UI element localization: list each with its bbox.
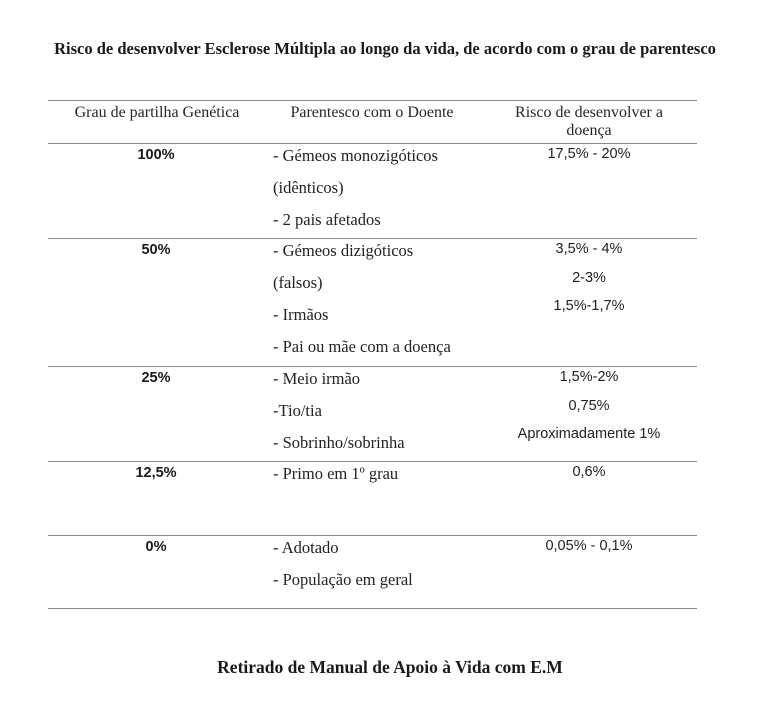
header-risco: Risco de desenvolver a doença [515,104,663,139]
risco-value: Aproximadamente 1% [517,426,661,442]
row-parentesco [273,140,493,236]
row-grau: 0% [145,539,167,555]
row-risco [496,363,682,449]
parentesco-line: - Pai ou mãe com a doença [273,337,451,356]
risco-value: 1,5%-2% [559,369,619,385]
row-risco [496,532,682,561]
parentesco-line: - Sobrinho/sobrinha [273,433,405,452]
row-grau: 100% [137,147,175,163]
row-parentesco [273,458,493,490]
risco-value: 2-3% [572,269,606,286]
risco-value: 17,5% - 20% [547,146,631,162]
row-grau: 25% [141,370,171,386]
row-parentesco [273,532,493,596]
parentesco-line: -Tio/tia [273,401,322,420]
row-risco [496,235,682,321]
parentesco-line: - Meio irmão [273,369,361,388]
table-top-rule [48,100,697,101]
risco-value: 0,05% - 0,1% [545,538,633,554]
risco-value: 0,6% [572,464,606,480]
header-parentesco: Parentesco com o Doente [290,104,454,121]
row-parentesco [273,235,493,363]
parentesco-line: - Irmãos [273,305,329,324]
parentesco-line: - Gémeos monozigóticos [273,146,438,165]
parentesco-line: - Primo em 1º grau [273,464,399,483]
row-grau: 50% [141,242,171,258]
parentesco-line: - Adotado [273,538,339,557]
risco-value: 1,5%-1,7% [553,298,625,314]
parentesco-line: - População em geral [273,570,413,589]
source-caption: Retirado de Manual de Apoio à Vida com E.M [217,657,563,677]
row-grau: 12,5% [135,465,177,481]
row-parentesco [273,363,493,459]
risco-value: 0,75% [568,397,610,414]
risco-value: 3,5% - 4% [555,241,623,257]
parentesco-line: - 2 pais afetados [273,210,381,229]
header-grau: Grau de partilha Genética [74,104,240,121]
parentesco-line: (idênticos) [273,178,344,197]
parentesco-line: - Gémeos dizigóticos [273,241,414,260]
table-bottom-rule [48,608,697,609]
parentesco-line: (falsos) [273,273,323,292]
table-title: Risco de desenvolver Esclerose Múltipla ao longo da vida, de acordo com o grau de parentesco [54,39,716,58]
row-risco [496,140,682,169]
row-risco [496,458,682,487]
